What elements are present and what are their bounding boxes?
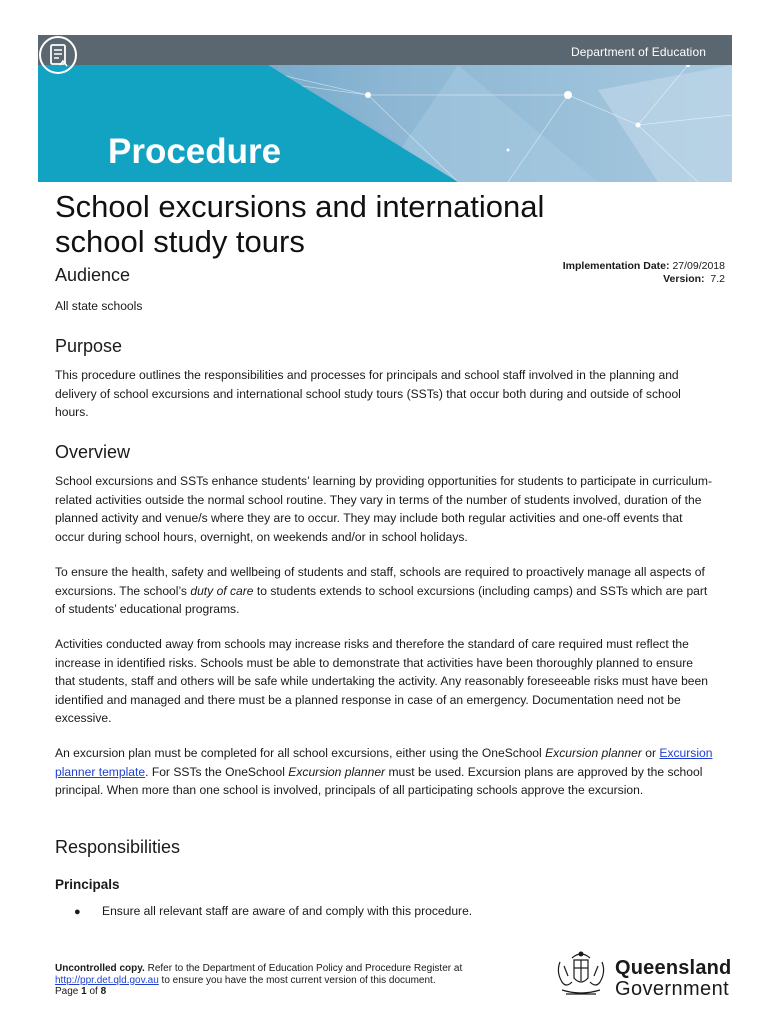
overview-paragraph-4 xyxy=(55,744,715,800)
audience-heading: Audience xyxy=(55,265,131,285)
overview-paragraph-2 xyxy=(55,563,715,619)
version-value: 7.2 xyxy=(710,273,725,285)
audience-text: All state schools xyxy=(55,299,143,313)
logo-government: Government xyxy=(615,978,730,1000)
responsibilities-heading: Responsibilities xyxy=(55,837,181,857)
procedure-icon xyxy=(38,35,78,75)
doc-type-title: Procedure xyxy=(108,132,282,171)
overview-p4-text-d: must be used. Excursion plans are approved by the school principal. When more than one school is involved, principals of all participating schools approve the excursion. xyxy=(55,764,703,797)
overview-p4-text-b: or xyxy=(641,746,660,760)
page-of: of xyxy=(86,986,101,997)
list-item: Ensure all relevant staff are aware of and comply with this procedure. xyxy=(102,904,473,918)
overview-paragraph-1: School excursions and SSTs enhance students’ learning by providing opportunities for students to participate in curriculum-related activities outside the normal school routine. They vary in terms of the number of students involved, duration of the planned activity and venue/s where they are to occur. They may include both regular activities and one-off events that occur during school hours, overnight, on weekends and/or in school holidays. xyxy=(55,474,713,544)
bullet-marker: ● xyxy=(74,906,81,918)
uncontrolled-copy-label: Uncontrolled copy. xyxy=(55,963,145,974)
duty-of-care-emphasis: duty of care xyxy=(190,583,254,598)
implementation-date-label: Implementation Date: xyxy=(562,260,670,272)
excursion-planner-template-link[interactable]: Excursion planner template xyxy=(55,746,713,779)
page-label: Page xyxy=(55,986,82,997)
logo-queensland: Queensland xyxy=(615,957,732,979)
overview-p4-text-a: An excursion plan must be completed for all school excursions, either using the OneSchool xyxy=(55,746,546,760)
overview-p4-text-c: . For SSTs the OneSchool xyxy=(145,764,289,779)
excursion-planner-emphasis-2: Excursion planner xyxy=(288,764,386,779)
page-footer xyxy=(55,963,525,998)
queensland-crest-icon xyxy=(552,948,610,1000)
department-name: Department of Education xyxy=(570,45,706,59)
footer-refer-text: Refer to the Department of Education Policy and Procedure Register at xyxy=(144,963,463,974)
purpose-heading: Purpose xyxy=(55,336,123,356)
overview-p2-text-a: To ensure the health, safety and wellbeing of students and staff, schools are required to proactively manage all aspects of excursions. The school’s xyxy=(55,565,705,598)
overview-p2-text-b: to students extends to school excursions (including camps) and SSTs which are part of students’ educational programs. xyxy=(55,583,708,616)
overview-heading: Overview xyxy=(55,442,131,462)
version-label: Version: xyxy=(663,273,705,285)
overview-paragraph-3: Activities conducted away from schools may increase risks and therefore the standard of care required must reflect the increase in identified risks. Schools must be able to demonstrate that activities have been thoroughly planned to ensure that students, staff and others will be safe while undertaking the activity. Any reasonably foreseeable risks must have been identified and managed and there must be a planned response in case of an emergency. Documentation need not be excessive. xyxy=(55,637,708,725)
implementation-date: 27/09/2018 xyxy=(672,260,725,272)
page-title: School excursions and international school study tours xyxy=(55,189,545,259)
excursion-planner-emphasis: Excursion planner xyxy=(545,746,642,760)
document-meta xyxy=(563,260,725,286)
page-current: 1 xyxy=(81,986,87,997)
footer-link-suffix: to ensure you have the most current version of this document. xyxy=(158,974,436,986)
header-banner xyxy=(38,35,732,182)
ppr-link[interactable]: http://ppr.det.qld.gov.au xyxy=(55,974,159,986)
queensland-government-logo xyxy=(615,958,731,1000)
principals-heading: Principals xyxy=(55,877,120,892)
page-total: 8 xyxy=(100,986,107,997)
purpose-text: This procedure outlines the responsibilities and processes for principals and school staff involved in the planning and delivery of school excursions and international school study tours (SSTs) that occur both during and outside of school hours. xyxy=(55,368,681,419)
page-number xyxy=(55,986,525,998)
